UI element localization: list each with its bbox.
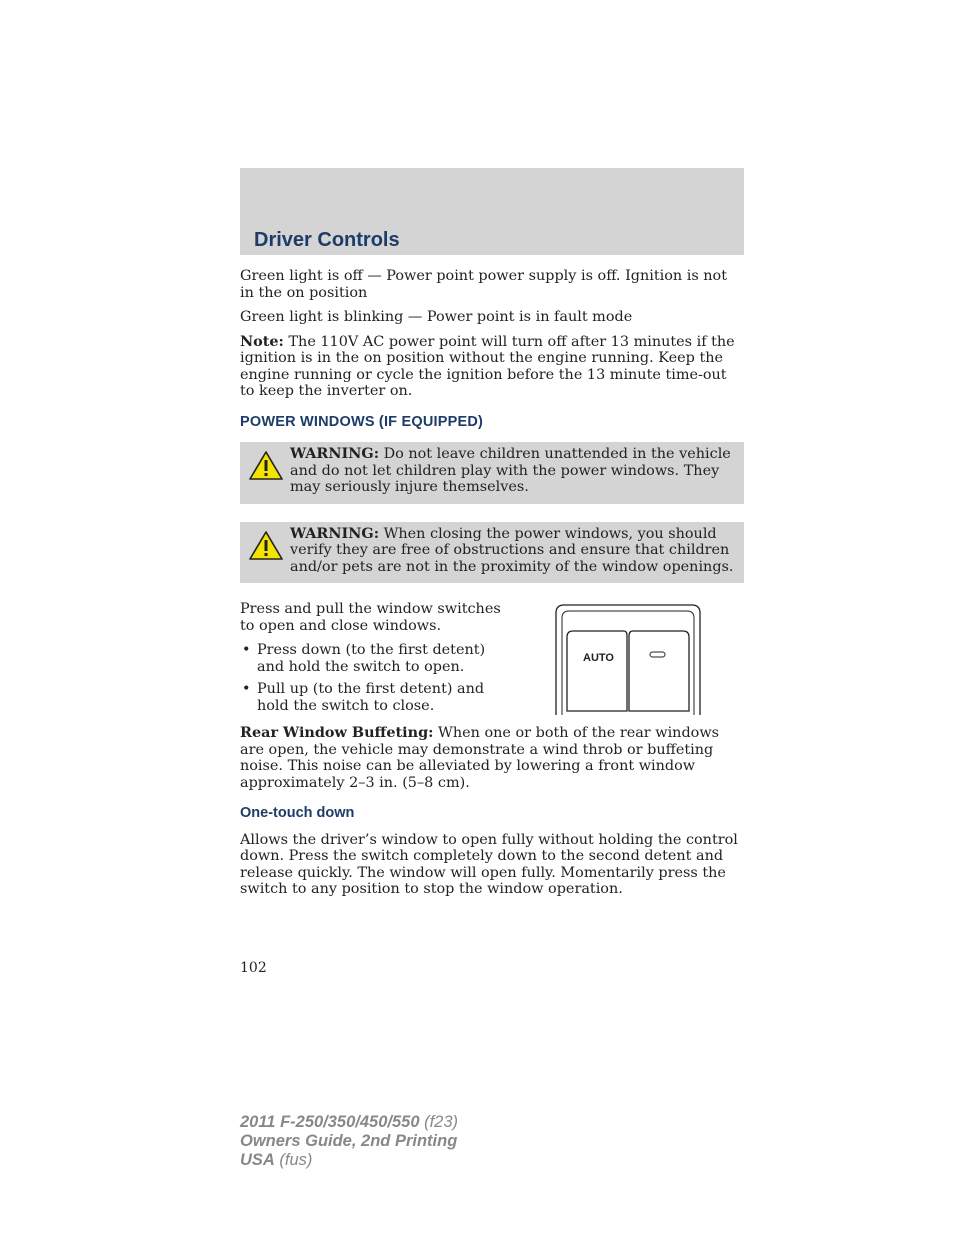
footer-line-guide: [240, 1132, 458, 1151]
page-number: 102: [240, 960, 267, 976]
warning-text: Do not leave children unattended in the vehicle and do not let children play with the power windows. They may seriously injure themselves.: [290, 446, 731, 495]
window-switch-illustration: [553, 603, 703, 715]
note-text: The 110V AC power point will turn off after 13 minutes if the ignition is in the on position without the engine running. Keep the engine running or cycle the ignition before the 13 minute time-out to keep the inverter on.: [240, 333, 735, 399]
instructions-column: [240, 601, 510, 714]
warning-triangle-icon: [248, 450, 284, 482]
warning-label: WARNING:: [290, 524, 380, 542]
footer-model: 2011 F-250/350/450/550: [240, 1113, 420, 1131]
footer-guide: Owners Guide, 2nd Printing: [240, 1132, 458, 1150]
warning-triangle-icon: [248, 530, 284, 562]
document-footer: [240, 1113, 458, 1170]
section-title: Driver Controls: [254, 229, 400, 251]
indicator-light-icon: [650, 652, 665, 657]
footer-market-code: (fus): [274, 1151, 313, 1169]
paragraph-rear-buffeting: [240, 725, 744, 791]
footer-market: USA: [240, 1151, 275, 1169]
warning-box-obstructions: [240, 522, 744, 584]
instruction-list: [240, 642, 510, 714]
warning-box-children: [240, 442, 744, 504]
list-item-text: Pull up (to the first detent) and hold the switch to close.: [257, 681, 485, 714]
list-item-text: Press down (to the first detent) and hold the switch to open.: [257, 642, 486, 675]
page-content: [240, 268, 744, 906]
section-header: [240, 168, 744, 255]
footer-line-model: [240, 1113, 458, 1132]
rear-buffeting-text: When one or both of the rear windows are open, the vehicle may demonstrate a wind throb or buffeting noise. This noise can be alleviated by lowering a front window approximately 2–3 in. (5–8 cm).: [240, 725, 720, 791]
paragraph-one-touch: Allows the driver’s window to open fully without holding the control down. Press the switch completely down to the second detent and release quickly. The window will open fully. Momentarily press the switch to any position to stop the window operation.: [240, 831, 738, 897]
switch-instructions-row: [240, 601, 744, 725]
warning-label: WARNING:: [290, 445, 380, 462]
paragraph-note: [240, 334, 744, 400]
paragraph-instructions: Press and pull the window switches to open and close windows.: [240, 601, 501, 634]
auto-label: AUTO: [583, 652, 614, 664]
footer-model-code: (f23): [419, 1113, 459, 1131]
paragraph-green-off: Green light is off — Power point power supply is off. Ignition is not in the on position: [240, 268, 728, 301]
list-item: • Press down (to the first detent) and hold the switch to open.: [242, 642, 486, 675]
rear-buffeting-label: Rear Window Buffeting:: [240, 724, 434, 741]
paragraph-green-blinking: Green light is blinking — Power point is in fault mode: [240, 309, 633, 325]
list-item: • Pull up (to the first detent) and hold the switch to close.: [242, 681, 485, 714]
one-touch-heading: One-touch down: [240, 805, 355, 821]
note-label: Note:: [240, 332, 284, 350]
power-windows-heading: POWER WINDOWS (IF EQUIPPED): [240, 413, 484, 430]
warning-text: When closing the power windows, you should verify they are free of obstructions and ensure that children and/or pets are not in the proximity of the window openings.: [290, 525, 734, 575]
footer-line-market: [240, 1151, 458, 1170]
